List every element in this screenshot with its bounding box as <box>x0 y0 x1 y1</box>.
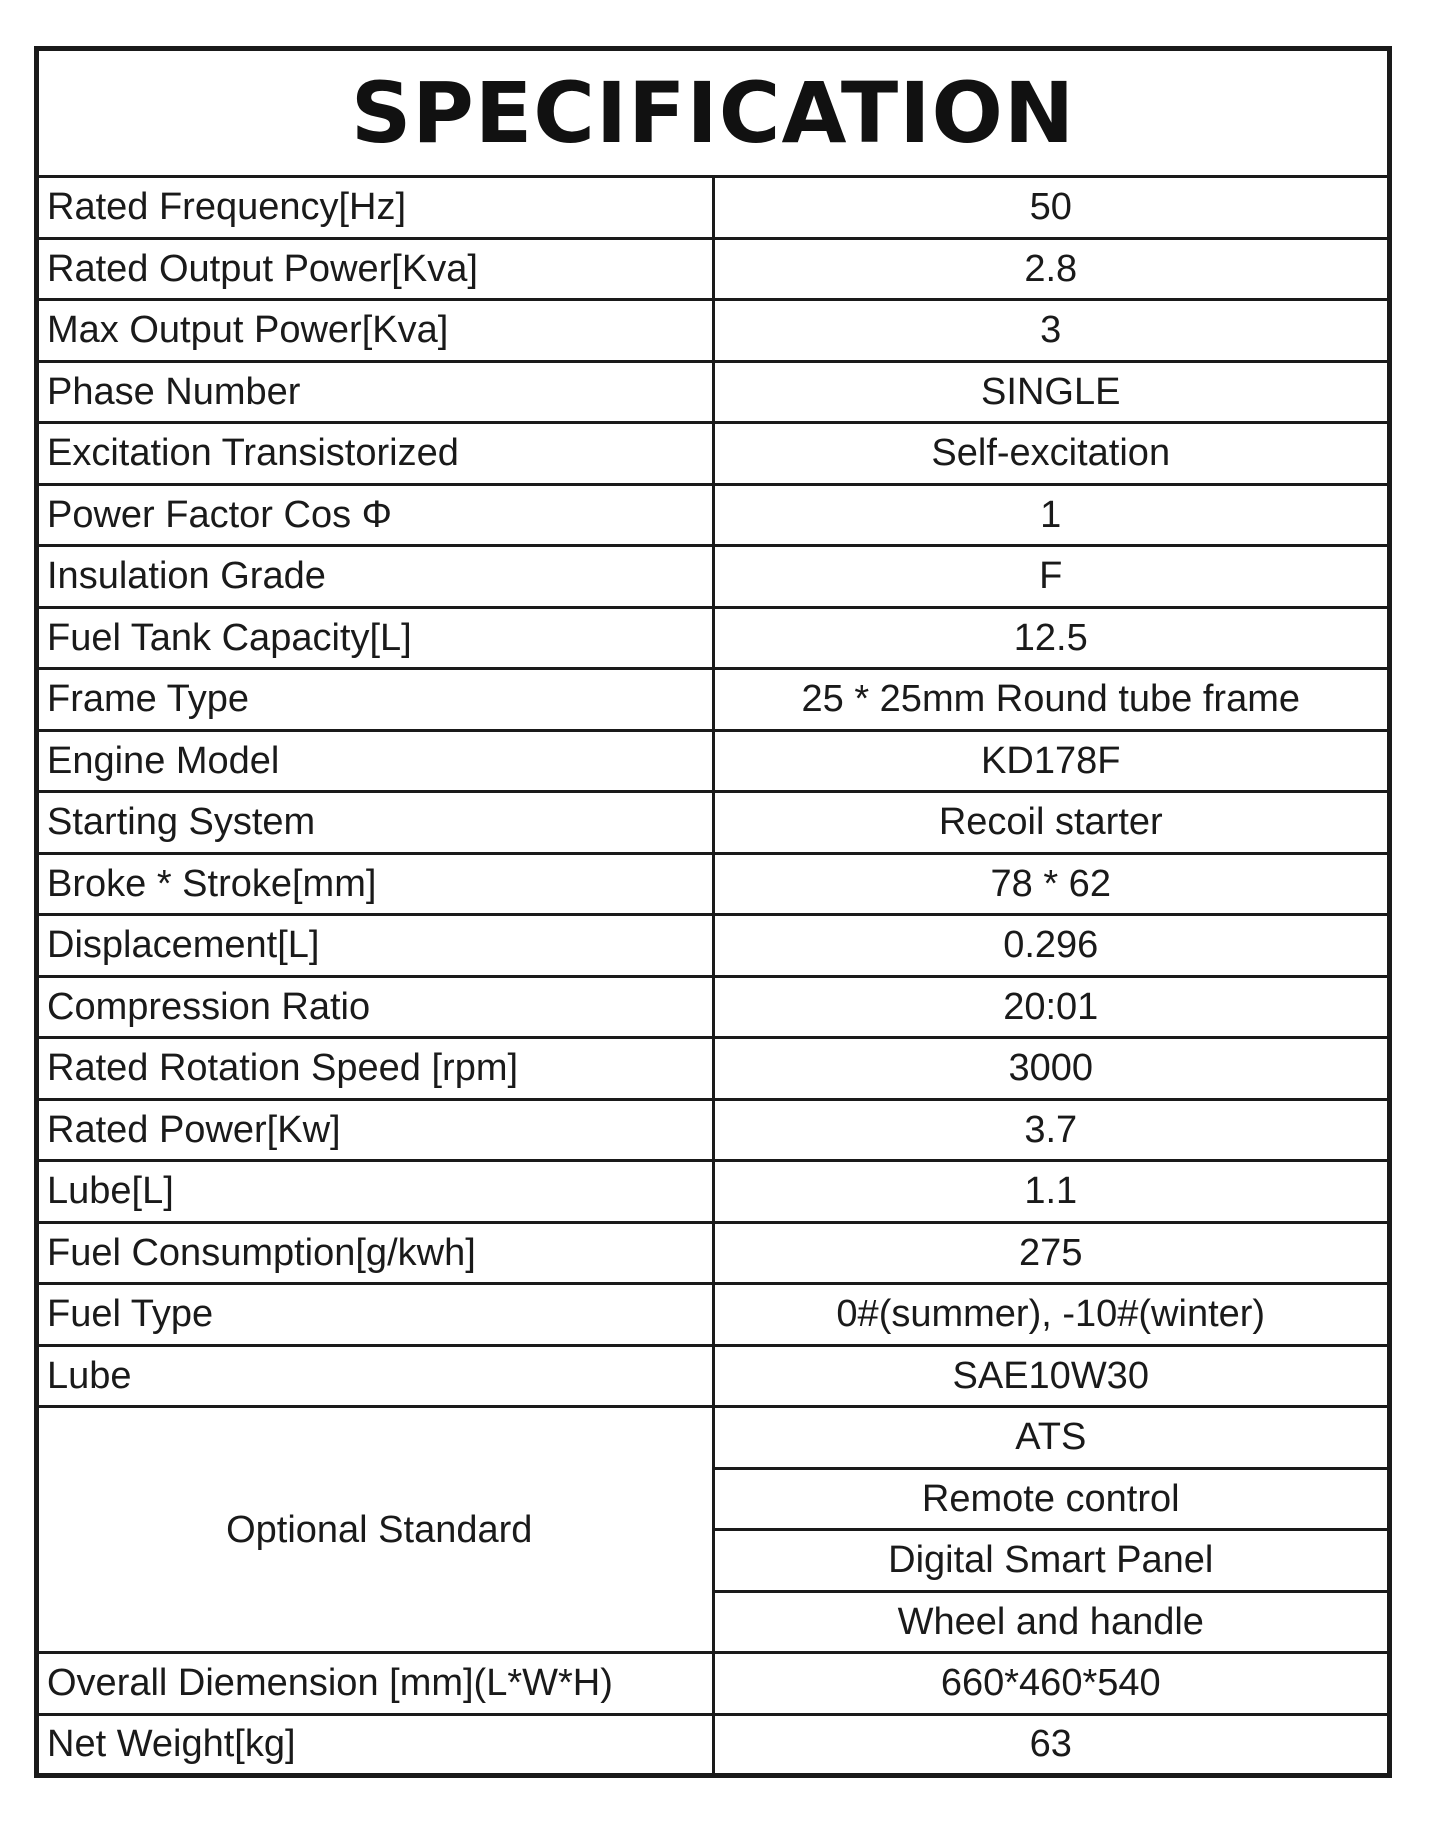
table-row <box>37 1407 1390 1469</box>
spec-label-fuel-tank-capacity-l: Fuel Tank Capacity[L] <box>37 607 714 669</box>
spec-label-excitation-transistorized: Excitation Transistorized <box>37 423 714 485</box>
specification-table <box>34 46 1392 1778</box>
spec-value-displacement-l: 0.296 <box>713 915 1390 977</box>
table-row <box>37 853 1390 915</box>
table-row <box>37 1284 1390 1346</box>
table-row <box>37 669 1390 731</box>
spec-value-excitation-transistorized: Self-excitation <box>713 423 1390 485</box>
table-row <box>37 976 1390 1038</box>
spec-label-rated-power-kw: Rated Power[Kw] <box>37 1099 714 1161</box>
table-row <box>37 1038 1390 1100</box>
spec-label-power-factor-cos: Power Factor Cos Φ <box>37 484 714 546</box>
spec-label-phase-number: Phase Number <box>37 361 714 423</box>
optional-standard-label: Optional Standard <box>37 1407 714 1653</box>
table-row <box>37 546 1390 608</box>
table-row <box>37 792 1390 854</box>
table-row <box>37 607 1390 669</box>
table-row <box>37 361 1390 423</box>
table-row <box>37 1099 1390 1161</box>
spec-value-rated-frequency-hz: 50 <box>713 177 1390 239</box>
spec-value-lube-l: 1.1 <box>713 1161 1390 1223</box>
spec-label-rated-output-power-kva: Rated Output Power[Kva] <box>37 238 714 300</box>
table-row <box>37 177 1390 239</box>
spec-value-rated-output-power-kva: 2.8 <box>713 238 1390 300</box>
table-title: SPECIFICATION <box>37 49 1390 177</box>
spec-label-net-weight-kg: Net Weight[kg] <box>37 1714 714 1776</box>
table-row <box>37 300 1390 362</box>
spec-value-max-output-power-kva: 3 <box>713 300 1390 362</box>
spec-value-rated-rotation-speed-rpm: 3000 <box>713 1038 1390 1100</box>
table-row <box>37 730 1390 792</box>
table-row <box>37 915 1390 977</box>
spec-label-fuel-type: Fuel Type <box>37 1284 714 1346</box>
spec-value-starting-system: Recoil starter <box>713 792 1390 854</box>
spec-value-power-factor-cos: 1 <box>713 484 1390 546</box>
table-row <box>37 484 1390 546</box>
spec-value-rated-power-kw: 3.7 <box>713 1099 1390 1161</box>
spec-label-max-output-power-kva: Max Output Power[Kva] <box>37 300 714 362</box>
table-row <box>37 1161 1390 1223</box>
table-row <box>37 423 1390 485</box>
spec-label-overall-diemension-mm-l-w-h: Overall Diemension [mm](L*W*H) <box>37 1653 714 1715</box>
optional-standard-value: Wheel and handle <box>713 1591 1390 1653</box>
optional-standard-value: Digital Smart Panel <box>713 1530 1390 1592</box>
spec-value-overall-diemension-mm-l-w-h: 660*460*540 <box>713 1653 1390 1715</box>
spec-value-net-weight-kg: 63 <box>713 1714 1390 1776</box>
spec-value-fuel-consumption-g-kwh: 275 <box>713 1222 1390 1284</box>
spec-value-frame-type: 25 * 25mm Round tube frame <box>713 669 1390 731</box>
spec-label-insulation-grade: Insulation Grade <box>37 546 714 608</box>
optional-standard-value: Remote control <box>713 1468 1390 1530</box>
spec-label-compression-ratio: Compression Ratio <box>37 976 714 1038</box>
spec-value-lube: SAE10W30 <box>713 1345 1390 1407</box>
spec-label-rated-rotation-speed-rpm: Rated Rotation Speed [rpm] <box>37 1038 714 1100</box>
spec-label-displacement-l: Displacement[L] <box>37 915 714 977</box>
spec-label-starting-system: Starting System <box>37 792 714 854</box>
spec-label-lube-l: Lube[L] <box>37 1161 714 1223</box>
table-row <box>37 238 1390 300</box>
spec-label-lube: Lube <box>37 1345 714 1407</box>
spec-value-fuel-tank-capacity-l: 12.5 <box>713 607 1390 669</box>
optional-standard-value: ATS <box>713 1407 1390 1469</box>
spec-value-insulation-grade: F <box>713 546 1390 608</box>
table-row <box>37 1222 1390 1284</box>
spec-value-fuel-type: 0#(summer), -10#(winter) <box>713 1284 1390 1346</box>
spec-value-broke-stroke-mm: 78 * 62 <box>713 853 1390 915</box>
spec-label-engine-model: Engine Model <box>37 730 714 792</box>
spec-label-rated-frequency-hz: Rated Frequency[Hz] <box>37 177 714 239</box>
table-row <box>37 1714 1390 1776</box>
spec-value-phase-number: SINGLE <box>713 361 1390 423</box>
spec-value-compression-ratio: 20:01 <box>713 976 1390 1038</box>
table-row <box>37 1653 1390 1715</box>
table-row <box>37 1345 1390 1407</box>
spec-label-frame-type: Frame Type <box>37 669 714 731</box>
spec-label-broke-stroke-mm: Broke * Stroke[mm] <box>37 853 714 915</box>
spec-value-engine-model: KD178F <box>713 730 1390 792</box>
spec-label-fuel-consumption-g-kwh: Fuel Consumption[g/kwh] <box>37 1222 714 1284</box>
